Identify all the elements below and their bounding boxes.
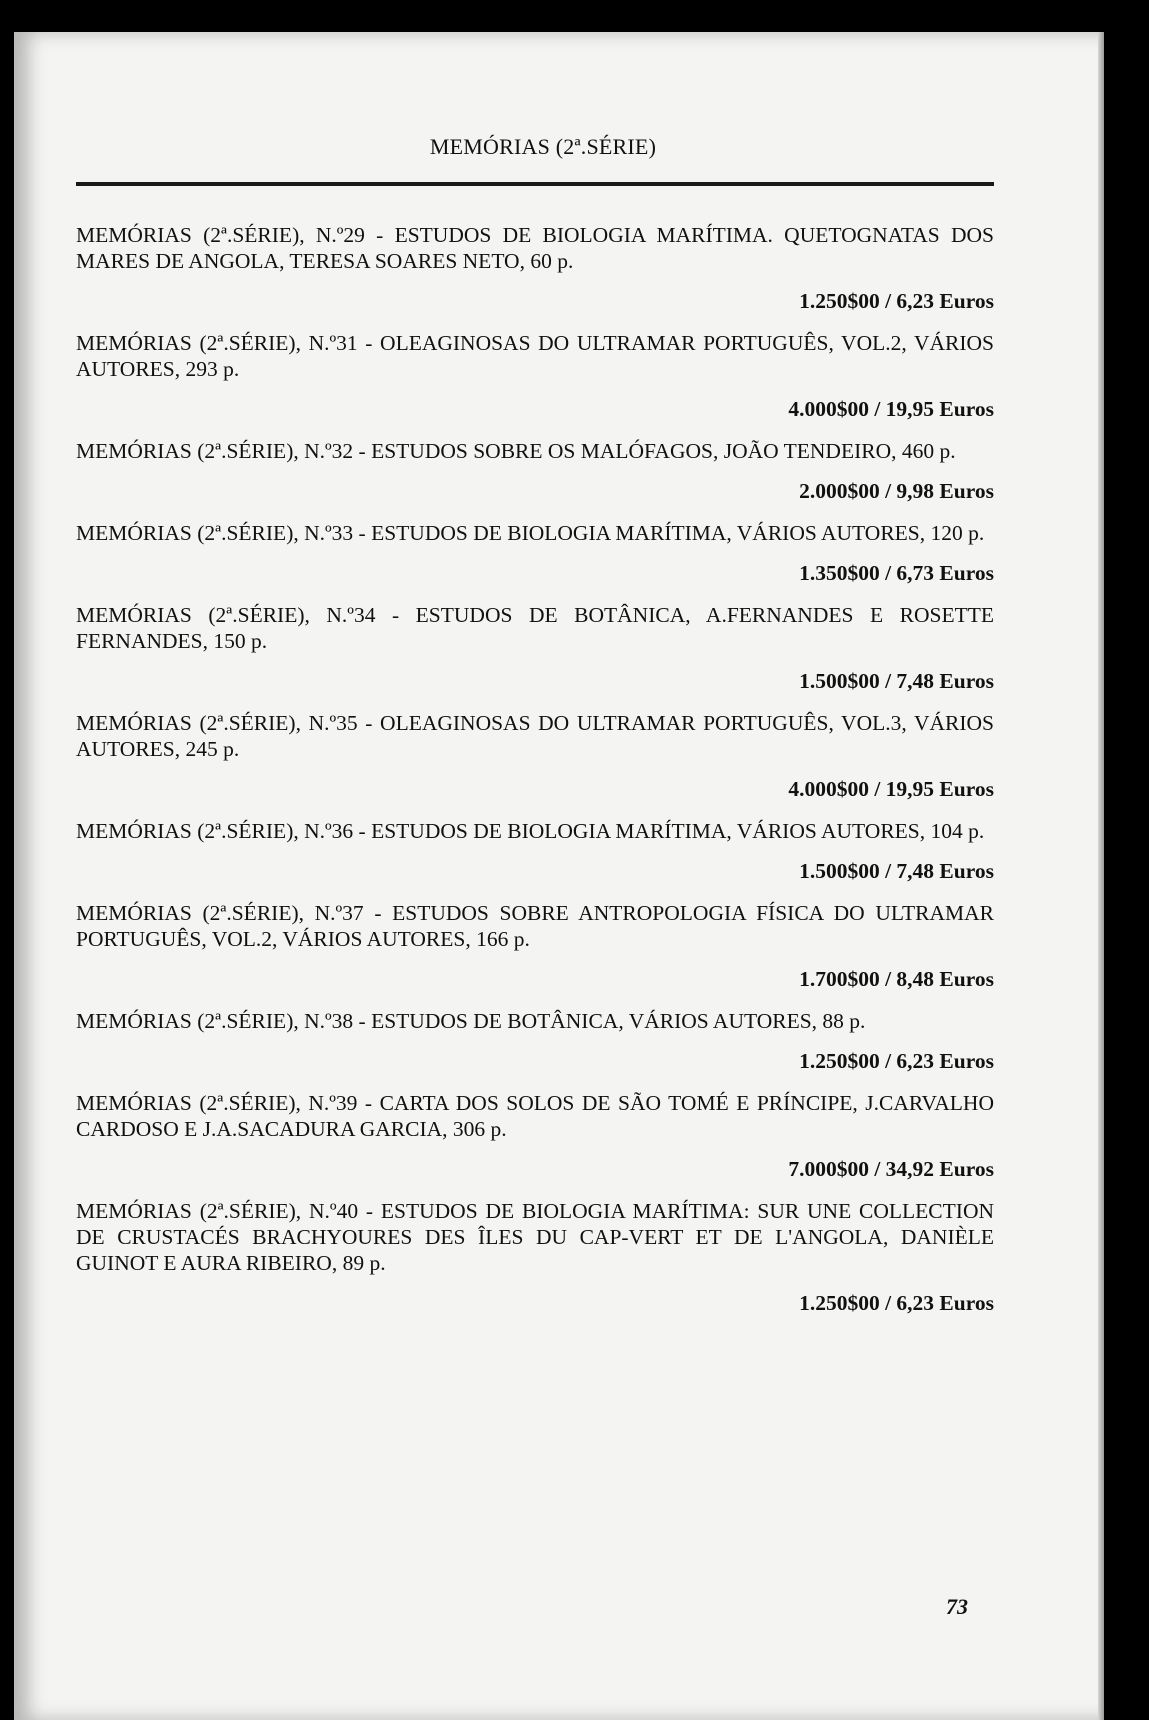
entry-title: MEMÓRIAS (2ª.SÉRIE), N.º31 - OLEAGINOSAS DO ULTRAMAR PORTUGUÊS, VOL.2, VÁRIOS AUTORES, 293 p. bbox=[76, 331, 994, 381]
entry-price: 4.000$00 / 19,95 Euros bbox=[788, 777, 994, 801]
catalog-entry bbox=[76, 520, 994, 586]
entry-title: MEMÓRIAS (2ª.SÉRIE), N.º29 - ESTUDOS DE BIOLOGIA MARÍTIMA. QUETOGNATAS DOS MARES DE ANGOLA, TERESA SOARES NETO, 60 p. bbox=[76, 223, 994, 273]
entry-title: MEMÓRIAS (2ª.SÉRIE), N.º32 - ESTUDOS SOBRE OS MALÓFAGOS, JOÃO TENDEIRO, 460 p. bbox=[76, 439, 956, 463]
entry-title: MEMÓRIAS (2ª.SÉRIE), N.º34 - ESTUDOS DE BOTÂNICA, A.FERNANDES E ROSETTE FERNANDES, 150 p. bbox=[76, 603, 994, 653]
entry-title: MEMÓRIAS (2ª.SÉRIE), N.º40 - ESTUDOS DE BIOLOGIA MARÍTIMA: SUR UNE COLLECTION DE CRUSTACÉS BRACHYOURES DES ÎLES DU CAP-VERT ET DE L'ANGOLA, DANIÈLE GUINOT E AURA RIBEIRO, 89 p. bbox=[76, 1199, 994, 1275]
entry-title: MEMÓRIAS (2ª.SÉRIE), N.º35 - OLEAGINOSAS DO ULTRAMAR PORTUGUÊS, VOL.3, VÁRIOS AUTORES, 245 p. bbox=[76, 711, 994, 761]
entry-price: 1.350$00 / 6,73 Euros bbox=[799, 561, 994, 585]
page-number: 73 bbox=[946, 1594, 968, 1619]
catalog-entry bbox=[76, 438, 994, 504]
running-header: MEMÓRIAS (2ª.SÉRIE) bbox=[429, 134, 657, 159]
entry-price: 1.500$00 / 7,48 Euros bbox=[799, 669, 994, 693]
entry-price: 1.250$00 / 6,23 Euros bbox=[799, 289, 994, 313]
entry-price: 1.700$00 / 8,48 Euros bbox=[799, 967, 994, 991]
page-edge bbox=[1098, 32, 1104, 1720]
catalog-entry bbox=[76, 1090, 994, 1182]
entry-title: MEMÓRIAS (2ª.SÉRIE), N.º33 - ESTUDOS DE BIOLOGIA MARÍTIMA, VÁRIOS AUTORES, 120 p. bbox=[76, 521, 985, 545]
header-rule bbox=[76, 182, 994, 186]
entry-price: 1.250$00 / 6,23 Euros bbox=[799, 1291, 994, 1315]
catalog-entry bbox=[76, 900, 994, 992]
page-content bbox=[76, 132, 994, 1332]
document-page bbox=[14, 32, 1104, 1720]
entry-title: MEMÓRIAS (2ª.SÉRIE), N.º36 - ESTUDOS DE BIOLOGIA MARÍTIMA, VÁRIOS AUTORES, 104 p. bbox=[76, 819, 985, 843]
catalog-entry bbox=[76, 1198, 994, 1316]
entry-title: MEMÓRIAS (2ª.SÉRIE), N.º38 - ESTUDOS DE BOTÂNICA, VÁRIOS AUTORES, 88 p. bbox=[76, 1009, 866, 1033]
entry-price: 7.000$00 / 34,92 Euros bbox=[788, 1157, 994, 1181]
catalog-entry bbox=[76, 818, 994, 884]
catalog-entry bbox=[76, 710, 994, 802]
catalog-entry bbox=[76, 1008, 994, 1074]
catalog-entry bbox=[76, 330, 994, 422]
catalog-entry bbox=[76, 602, 994, 694]
entry-price: 1.250$00 / 6,23 Euros bbox=[799, 1049, 994, 1073]
entry-price: 1.500$00 / 7,48 Euros bbox=[799, 859, 994, 883]
catalog-entry bbox=[76, 222, 994, 314]
entry-price: 4.000$00 / 19,95 Euros bbox=[788, 397, 994, 421]
entry-title: MEMÓRIAS (2ª.SÉRIE), N.º37 - ESTUDOS SOBRE ANTROPOLOGIA FÍSICA DO ULTRAMAR PORTUGUÊS, VOL.2, VÁRIOS AUTORES, 166 p. bbox=[76, 901, 994, 951]
entry-title: MEMÓRIAS (2ª.SÉRIE), N.º39 - CARTA DOS SOLOS DE SÃO TOMÉ E PRÍNCIPE, J.CARVALHO CARDOSO E J.A.SACADURA GARCIA, 306 p. bbox=[76, 1091, 994, 1141]
entry-price: 2.000$00 / 9,98 Euros bbox=[799, 479, 994, 503]
